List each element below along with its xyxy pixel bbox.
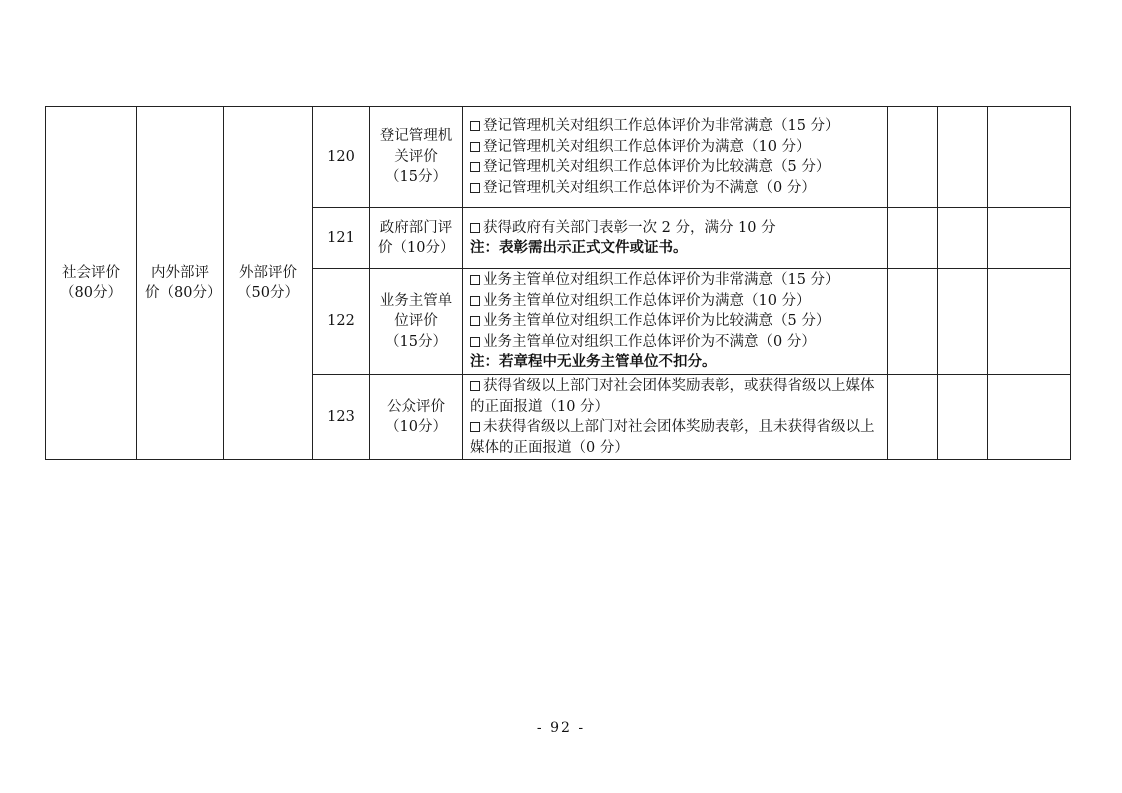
checkbox-icon[interactable]	[470, 296, 480, 306]
checkbox-icon[interactable]	[470, 337, 480, 347]
level1-category: 社会评价（80分）	[46, 107, 137, 460]
indicator-name: 登记管理机关评价（15分）	[370, 107, 463, 208]
criteria-option: 业务主管单位对组织工作总体评价为不满意（0 分）	[470, 332, 881, 353]
indicator-name: 业务主管单位评价（15分）	[370, 269, 463, 375]
criteria-cell	[463, 269, 888, 375]
score-cell[interactable]	[938, 208, 988, 269]
level2-category: 内外部评价（80分）	[137, 107, 224, 460]
score-cell[interactable]	[888, 208, 938, 269]
remark-cell[interactable]	[988, 269, 1071, 375]
score-cell[interactable]	[938, 269, 988, 375]
remark-cell[interactable]	[988, 375, 1071, 460]
checkbox-icon[interactable]	[470, 381, 480, 391]
item-number: 123	[313, 375, 370, 460]
criteria-option: 业务主管单位对组织工作总体评价为比较满意（5 分）	[470, 311, 881, 332]
criteria-option: 未获得省级以上部门对社会团体奖励表彰，且未获得省级以上媒体的正面报道（0 分）	[470, 419, 875, 456]
checkbox-icon[interactable]	[470, 142, 480, 152]
item-number: 121	[313, 208, 370, 269]
criteria-cell	[463, 375, 888, 460]
criteria-option: 获得政府有关部门表彰一次 2 分，满分 10 分	[470, 218, 881, 239]
score-cell[interactable]	[888, 375, 938, 460]
score-cell[interactable]	[888, 107, 938, 208]
item-number: 120	[313, 107, 370, 208]
criteria-option: 登记管理机关对组织工作总体评价为非常满意（15 分）	[470, 116, 881, 137]
criteria-option: 业务主管单位对组织工作总体评价为非常满意（15 分）	[470, 270, 881, 291]
score-cell[interactable]	[938, 375, 988, 460]
evaluation-table	[45, 106, 1071, 460]
criteria-cell	[463, 107, 888, 208]
indicator-name: 政府部门评价（10分）	[370, 208, 463, 269]
criteria-cell	[463, 208, 888, 269]
criteria-option: 获得省级以上部门对社会团体奖励表彰，或获得省级以上媒体的正面报道（10 分）	[470, 378, 875, 415]
checkbox-icon[interactable]	[470, 223, 480, 233]
criteria-note: 注：表彰需出示正式文件或证书。	[470, 239, 688, 256]
checkbox-icon[interactable]	[470, 422, 480, 432]
level3-category: 外部评价（50分）	[224, 107, 313, 460]
remark-cell[interactable]	[988, 208, 1071, 269]
remark-cell[interactable]	[988, 107, 1071, 208]
checkbox-icon[interactable]	[470, 162, 480, 172]
item-number: 122	[313, 269, 370, 375]
criteria-option: 登记管理机关对组织工作总体评价为满意（10 分）	[470, 137, 881, 158]
checkbox-icon[interactable]	[470, 121, 480, 131]
score-cell[interactable]	[888, 269, 938, 375]
criteria-option: 业务主管单位对组织工作总体评价为满意（10 分）	[470, 291, 881, 312]
checkbox-icon[interactable]	[470, 316, 480, 326]
indicator-name: 公众评价（10分）	[370, 375, 463, 460]
criteria-option: 登记管理机关对组织工作总体评价为比较满意（5 分）	[470, 157, 881, 178]
page-number: - 92 -	[536, 720, 586, 736]
score-cell[interactable]	[938, 107, 988, 208]
table-row	[46, 107, 1071, 208]
checkbox-icon[interactable]	[470, 275, 480, 285]
criteria-option: 登记管理机关对组织工作总体评价为不满意（0 分）	[470, 178, 881, 199]
criteria-note: 注：若章程中无业务主管单位不扣分。	[470, 353, 717, 371]
checkbox-icon[interactable]	[470, 183, 480, 193]
